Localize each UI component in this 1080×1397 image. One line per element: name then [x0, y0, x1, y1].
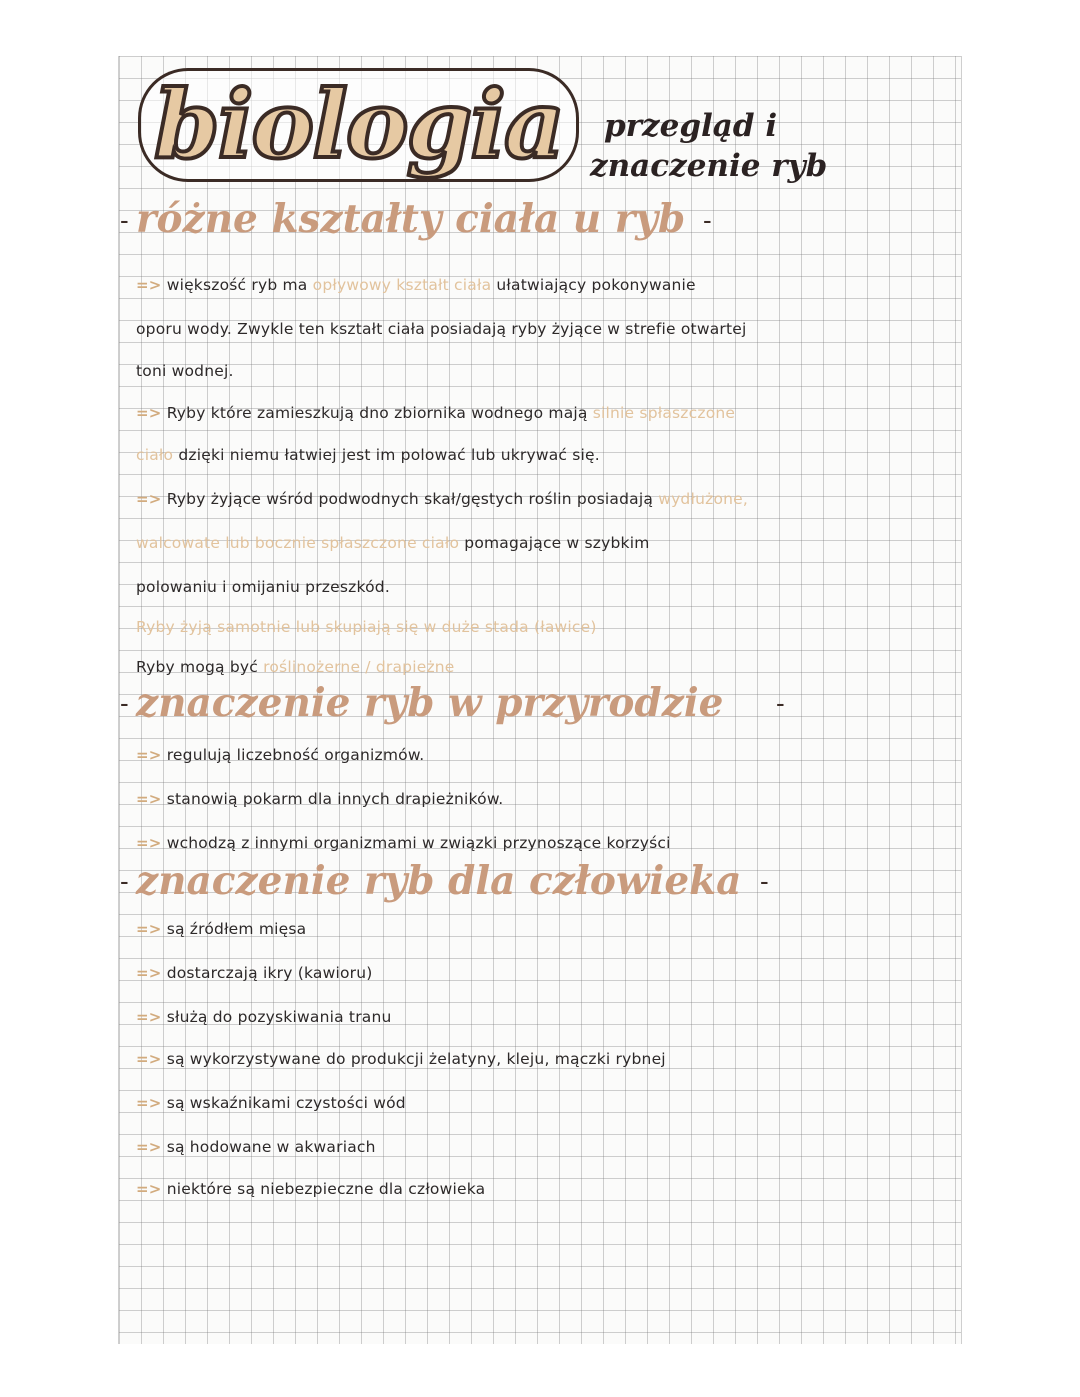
page-subtitle-line-2: znaczenie ryb [590, 148, 828, 184]
arrow-icon: => [136, 964, 162, 982]
heading-dash-right: - [776, 688, 785, 718]
list-item: => są źródłem mięsa [136, 920, 307, 938]
arrow-icon: => [136, 834, 162, 852]
arrow-icon: => [136, 746, 162, 764]
heading-dash-right: - [703, 205, 712, 235]
list-item: => większość ryb ma opływowy kształt ciała ułatwiający pokonywanie [136, 276, 696, 294]
list-item-continuation: toni wodnej. [136, 362, 234, 380]
list-item: => stanowią pokarm dla innych drapieżników. [136, 790, 504, 808]
list-item: => są wskaźnikami czystości wód [136, 1094, 406, 1112]
heading-dash-left: - [120, 688, 129, 718]
list-item: => służą do pozyskiwania tranu [136, 1008, 392, 1026]
list-item: => wchodzą z innymi organizmami w związki przynoszące korzyści [136, 834, 671, 852]
highlight-note: Ryby żyją samotnie lub skupiają się w duże stada (ławice) [136, 618, 597, 636]
list-item: => Ryby które zamieszkują dno zbiornika wodnego mają silnie spłaszczone [136, 404, 736, 422]
section-heading-humans: znaczenie ryb dla człowieka [136, 858, 742, 904]
list-item-continuation: oporu wody. Zwykle ten kształt ciała posiadają ryby żyjące w strefie otwartej [136, 320, 747, 338]
list-item: => są hodowane w akwariach [136, 1138, 376, 1156]
list-item: => są wykorzystywane do produkcji żelatyny, kleju, mączki rybnej [136, 1050, 666, 1068]
list-item: => niektóre są niebezpieczne dla człowieka [136, 1180, 486, 1198]
arrow-icon: => [136, 1008, 162, 1026]
list-item: => Ryby żyjące wśród podwodnych skał/gęstych roślin posiadają wydłużone, [136, 490, 749, 508]
section-heading-nature: znaczenie ryb w przyrodzie [136, 680, 724, 726]
arrow-icon: => [136, 404, 162, 422]
list-item-continuation: walcowate lub bocznie spłaszczone ciało pomagające w szybkim [136, 534, 650, 552]
list-item-continuation: polowaniu i omijaniu przeszkód. [136, 578, 390, 596]
arrow-icon: => [136, 1094, 162, 1112]
arrow-icon: => [136, 276, 162, 294]
arrow-icon: => [136, 920, 162, 938]
page-title: biologia [138, 68, 579, 182]
arrow-icon: => [136, 790, 162, 808]
list-item-continuation: ciało dzięki niemu łatwiej jest im polować lub ukrywać się. [136, 446, 600, 464]
page-subtitle-line-1: przegląd i [604, 108, 778, 144]
arrow-icon: => [136, 490, 162, 508]
heading-dash-left: - [120, 205, 129, 235]
heading-dash-left: - [120, 866, 129, 896]
arrow-icon: => [136, 1050, 162, 1068]
arrow-icon: => [136, 1138, 162, 1156]
section-heading-body-shapes: różne kształty ciała u ryb [136, 196, 686, 242]
diet-note: Ryby mogą być roślinożerne / drapieżne [136, 658, 455, 676]
heading-dash-right: - [760, 866, 769, 896]
list-item: => dostarczają ikry (kawioru) [136, 964, 373, 982]
arrow-icon: => [136, 1180, 162, 1198]
list-item: => regulują liczebność organizmów. [136, 746, 425, 764]
